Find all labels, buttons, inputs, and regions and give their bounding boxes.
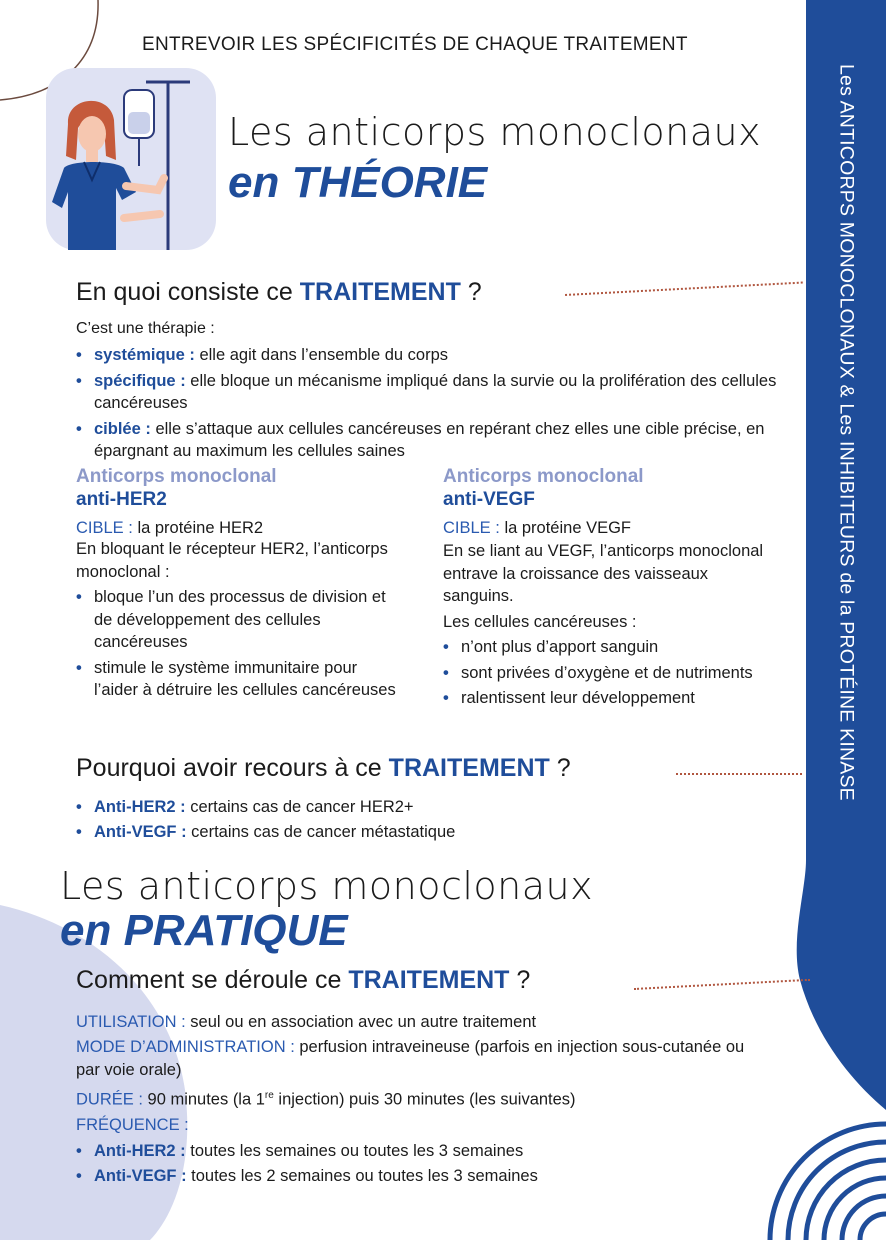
- list-item: • stimule le système immunitaire pour l’aider à détruire les cellules cancéreuses: [76, 657, 396, 702]
- vegf-body-2: Les cellules cancéreuses :: [443, 612, 637, 631]
- her2-heading-1: Anticorps monoclonal: [76, 466, 277, 487]
- list-item: • spécifique : elle bloque un mécanisme impliqué dans la survie ou la prolifération des cellules cancéreuses: [76, 370, 782, 415]
- list-item: • ralentissent leur développement: [443, 687, 778, 710]
- her2-body: En bloquant le récepteur HER2, l’anticorps monoclonal :: [76, 540, 388, 581]
- list-item: • bloque l’un des processus de division et de développement des cellules cancéreuses: [76, 586, 396, 654]
- list-item: • systémique : elle agit dans l’ensemble du corps: [76, 344, 782, 367]
- practice-title-line2: en PRATIQUE: [60, 906, 348, 955]
- arc-decoration: [770, 1124, 886, 1240]
- utilisation: UTILISATION : seul ou en association avec un autre traitement: [76, 1013, 537, 1031]
- theory-title-line1: Les anticorps monoclonaux: [228, 110, 762, 154]
- question-2-leader: [676, 773, 802, 775]
- question-1: En quoi consiste ce TRAITEMENT ?: [76, 278, 482, 306]
- list-item: • Anti-HER2 : certains cas de cancer HER2+: [76, 796, 776, 819]
- vegf-bullets: [443, 636, 778, 710]
- list-item: • ciblée : elle s’attaque aux cellules cancéreuses en repérant chez elles une cible précise, en épargnant au maximum les cellules saines: [76, 418, 782, 463]
- her2-cible: CIBLE : la protéine HER2: [76, 519, 264, 537]
- her2-column: [76, 466, 396, 702]
- question-2: Pourquoi avoir recours à ce TRAITEMENT ?: [76, 754, 571, 782]
- list-item: • Anti-VEGF : certains cas de cancer métastatique: [76, 821, 776, 844]
- nurse-illustration: [46, 68, 216, 250]
- her2-bullets: [76, 586, 396, 702]
- reasons-bullets: [76, 796, 776, 844]
- practice-title-line1: Les anticorps monoclonaux: [60, 864, 594, 908]
- list-item: • Anti-HER2 : toutes les semaines ou toutes les 3 semaines: [76, 1140, 756, 1163]
- list-item: • sont privées d’oxygène et de nutriments: [443, 662, 778, 685]
- vegf-heading-1: Anticorps monoclonal: [443, 466, 644, 487]
- practice-details: [76, 1011, 756, 1188]
- vegf-column: [443, 466, 778, 710]
- frequence-label: FRÉQUENCE :: [76, 1115, 189, 1134]
- theory-title-line2: en THÉORIE: [228, 158, 488, 207]
- duree: DURÉE : 90 minutes (la 1re injection) puis 30 minutes (les suivantes): [76, 1090, 576, 1109]
- her2-heading-2: anti-HER2: [76, 489, 167, 510]
- question-3: Comment se déroule ce TRAITEMENT ?: [76, 966, 531, 994]
- therapy-bullets: [76, 344, 782, 463]
- frequency-bullets: [76, 1140, 756, 1188]
- mode-administration: MODE D’ADMINISTRATION : perfusion intraveineuse (parfois en injection sous-cutanée ou par voie orale): [76, 1038, 745, 1079]
- vegf-body: En se liant au VEGF, l’anticorps monoclonal entrave la croissance des vaisseaux sanguins.: [443, 542, 764, 605]
- therapy-intro: C’est une thérapie :: [76, 320, 215, 337]
- vegf-cible: CIBLE : la protéine VEGF: [443, 519, 632, 537]
- list-item: • n’ont plus d’apport sanguin: [443, 636, 778, 659]
- list-item: • Anti-VEGF : toutes les 2 semaines ou toutes les 3 semaines: [76, 1165, 756, 1188]
- page-kicker: ENTREVOIR LES SPÉCIFICITÉS DE CHAQUE TRAITEMENT: [142, 34, 688, 55]
- vegf-heading-2: anti-VEGF: [443, 489, 535, 510]
